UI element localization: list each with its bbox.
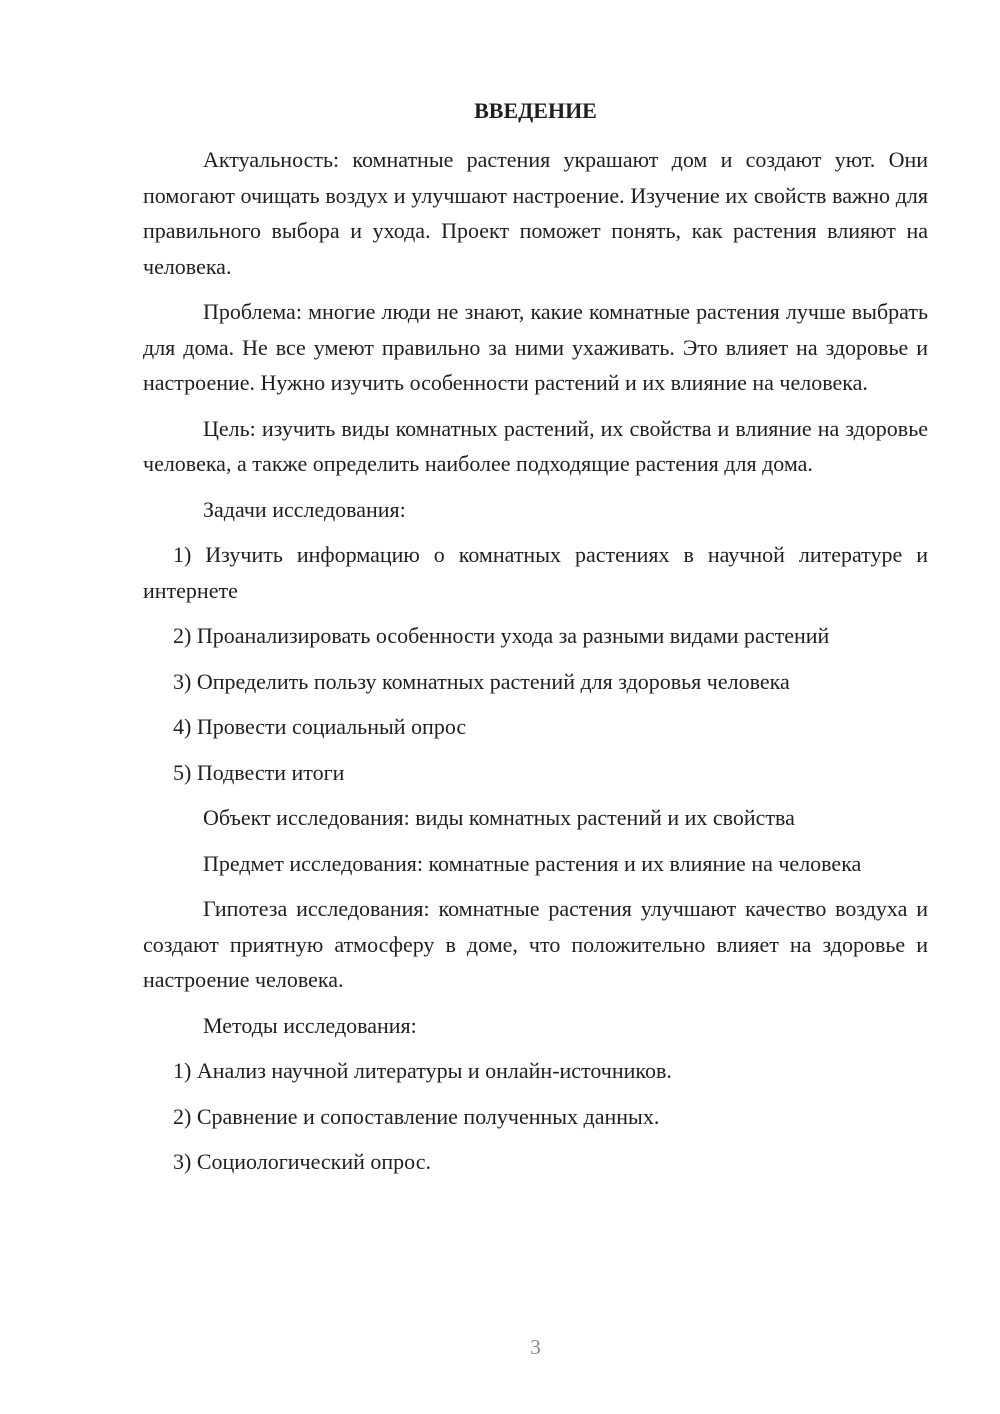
task-item-2: 2) Проанализировать особенности ухода за разными видами растений [173, 623, 830, 648]
paragraph-goal: Цель: изучить виды комнатных растений, их свойства и влияние на здоровье человека, а также определить наиболее подходящие растения для дома. [143, 415, 928, 476]
method-item-1: 1) Анализ научной литературы и онлайн-источников. [173, 1058, 672, 1083]
paragraph-hypothesis: Гипотеза исследования: комнатные растения улучшают качество воздуха и создают приятную атмосферу в доме, что положительно влияет на здоровье и настроение человека. [143, 896, 928, 992]
paragraph-object: Объект исследования: виды комнатных растений и их свойства [203, 805, 795, 830]
paragraph-tasks-heading: Задачи исследования: [203, 496, 406, 522]
paragraph-relevance: Актуальность: комнатные растения украшают дом и создают уют. Они помогают очищать воздух и улучшают настроение. Изучение их свойств важно для правильного выбора и ухода. Проект поможет понять, как растения влияют на человека. [143, 147, 928, 279]
page-number: 3 [530, 1335, 541, 1359]
method-item-2: 2) Сравнение и сопоставление полученных данных. [173, 1103, 660, 1129]
task-item-5: 5) Подвести итоги [173, 759, 345, 785]
document-body [143, 142, 928, 1190]
method-item-3: 3) Социологический опрос. [173, 1149, 431, 1174]
paragraph-methods-heading: Методы исследования: [203, 1012, 417, 1038]
task-item-4: 4) Провести социальный опрос [173, 714, 467, 739]
task-item-3: 3) Определить пользу комнатных растений для здоровья человека [173, 668, 790, 694]
paragraph-problem: Проблема: многие люди не знают, какие комнатные растения лучше выбрать для дома. Не все умеют правильно за ними ухаживать. Это влияет на здоровье и настроение. Нужно изучить особенности растений и их влияние на человека. [143, 299, 928, 395]
section-title: ВВЕДЕНИЕ [474, 98, 597, 123]
task-item-1: 1) Изучить информацию о комнатных растениях в научной литературе и интернете [143, 542, 928, 603]
paragraph-subject: Предмет исследования: комнатные растения и их влияние на человека [203, 850, 862, 876]
document-page [143, 0, 928, 1414]
